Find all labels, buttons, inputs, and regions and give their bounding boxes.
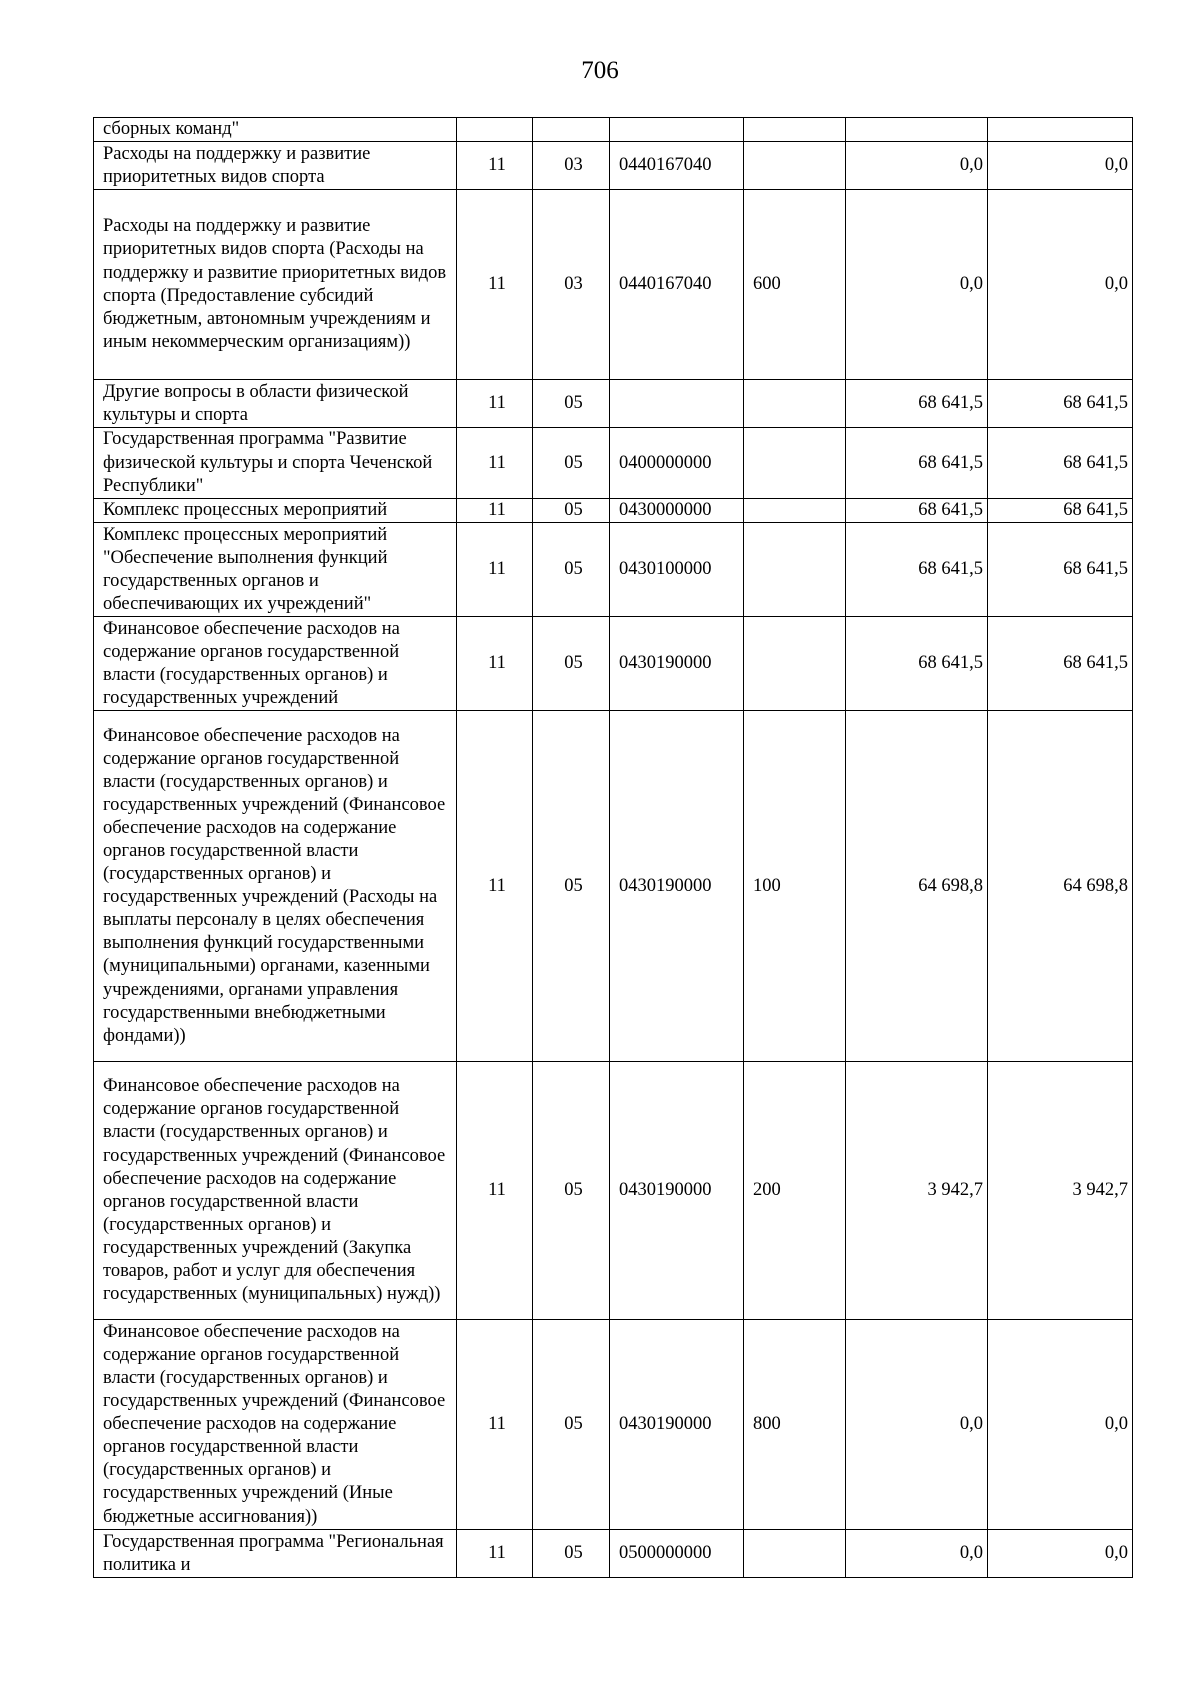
row-name: Финансовое обеспечение расходов на содержание органов государственной власти (государственных органов) и государственных учреждений (Финансовое обеспечение расходов на содержание органов государственной власти (государственных органов) и государственных учреждений (Расходы на выплаты персоналу в целях обеспечения выполнения функций государственными (муниципальными) органами, казенными учреждениями, органами управления государственными внебюджетными фондами)): [94, 711, 457, 1062]
table-row: [94, 142, 1133, 190]
row-subsection: 05: [533, 499, 610, 523]
row-sum-1: 64 698,8: [846, 711, 988, 1062]
row-sum-2: 0,0: [988, 190, 1133, 380]
row-name: сборных команд": [94, 118, 457, 142]
row-section: 11: [457, 1062, 533, 1320]
row-target-article: 0430190000: [610, 1320, 744, 1530]
table-row: [94, 380, 1133, 428]
row-subsection: 05: [533, 617, 610, 711]
row-sum-2: 68 641,5: [988, 499, 1133, 523]
row-section: 11: [457, 523, 533, 617]
row-subsection: 05: [533, 1062, 610, 1320]
row-sum-1: 68 641,5: [846, 523, 988, 617]
row-subsection: [533, 118, 610, 142]
table-row: [94, 190, 1133, 380]
row-sum-2: 68 641,5: [988, 617, 1133, 711]
row-target-article: 0500000000: [610, 1530, 744, 1578]
row-name: Другие вопросы в области физической культуры и спорта: [94, 380, 457, 428]
table-row: [94, 1530, 1133, 1578]
row-name: Финансовое обеспечение расходов на содержание органов государственной власти (государственных органов) и государственных учреждений: [94, 617, 457, 711]
row-sum-2: 64 698,8: [988, 711, 1133, 1062]
row-target-article: 0440167040: [610, 142, 744, 190]
row-target-article: [610, 380, 744, 428]
row-target-article: 0440167040: [610, 190, 744, 380]
table-row: [94, 1062, 1133, 1320]
table-row: [94, 499, 1133, 523]
row-expense-type: [744, 428, 846, 499]
row-subsection: 05: [533, 1530, 610, 1578]
row-section: [457, 118, 533, 142]
row-section: 11: [457, 142, 533, 190]
row-sum-1: [846, 118, 988, 142]
row-section: 11: [457, 428, 533, 499]
row-name: Комплекс процессных мероприятий: [94, 499, 457, 523]
row-sum-2: 68 641,5: [988, 380, 1133, 428]
row-subsection: 05: [533, 1320, 610, 1530]
table-row: [94, 617, 1133, 711]
row-sum-1: 0,0: [846, 1530, 988, 1578]
row-expense-type: [744, 118, 846, 142]
table-row: [94, 428, 1133, 499]
row-sum-2: 68 641,5: [988, 428, 1133, 499]
row-expense-type: 200: [744, 1062, 846, 1320]
row-target-article: 0430000000: [610, 499, 744, 523]
row-expense-type: 800: [744, 1320, 846, 1530]
row-sum-1: 0,0: [846, 142, 988, 190]
table-body: [94, 118, 1133, 1578]
row-name: Государственная программа "Развитие физической культуры и спорта Чеченской Республики": [94, 428, 457, 499]
row-target-article: [610, 118, 744, 142]
row-expense-type: [744, 1530, 846, 1578]
row-section: 11: [457, 1530, 533, 1578]
row-sum-1: 68 641,5: [846, 617, 988, 711]
row-name: Государственная программа "Региональная политика и: [94, 1530, 457, 1578]
row-subsection: 05: [533, 428, 610, 499]
table-row: [94, 711, 1133, 1062]
row-sum-1: 68 641,5: [846, 499, 988, 523]
row-target-article: 0430190000: [610, 1062, 744, 1320]
row-name: Финансовое обеспечение расходов на содержание органов государственной власти (государственных органов) и государственных учреждений (Финансовое обеспечение расходов на содержание органов государственной власти (государственных органов) и государственных учреждений (Иные бюджетные ассигнования)): [94, 1320, 457, 1530]
row-section: 11: [457, 1320, 533, 1530]
row-target-article: 0430190000: [610, 711, 744, 1062]
row-sum-1: 3 942,7: [846, 1062, 988, 1320]
row-name: Расходы на поддержку и развитие приоритетных видов спорта (Расходы на поддержку и развитие приоритетных видов спорта (Предоставление субсидий бюджетным, автономным учреждениям и иным некоммерческим организациям)): [94, 190, 457, 380]
row-name: Финансовое обеспечение расходов на содержание органов государственной власти (государственных органов) и государственных учреждений (Финансовое обеспечение расходов на содержание органов государственной власти (государственных органов) и государственных учреждений (Закупка товаров, работ и услуг для обеспечения государственных (муниципальных) нужд)): [94, 1062, 457, 1320]
table-row: [94, 1320, 1133, 1530]
row-expense-type: [744, 142, 846, 190]
row-subsection: 05: [533, 523, 610, 617]
row-expense-type: [744, 617, 846, 711]
row-subsection: 03: [533, 190, 610, 380]
budget-table: [93, 117, 1133, 1578]
row-expense-type: [744, 499, 846, 523]
row-sum-1: 68 641,5: [846, 380, 988, 428]
row-section: 11: [457, 190, 533, 380]
row-subsection: 03: [533, 142, 610, 190]
row-sum-1: 0,0: [846, 1320, 988, 1530]
table-row: [94, 118, 1133, 142]
row-subsection: 05: [533, 711, 610, 1062]
row-sum-1: 0,0: [846, 190, 988, 380]
row-sum-2: 68 641,5: [988, 523, 1133, 617]
row-section: 11: [457, 617, 533, 711]
row-sum-2: 0,0: [988, 1530, 1133, 1578]
row-sum-2: 0,0: [988, 142, 1133, 190]
row-sum-2: [988, 118, 1133, 142]
row-subsection: 05: [533, 380, 610, 428]
row-name: Комплекс процессных мероприятий "Обеспечение выполнения функций государственных органов и обеспечивающих их учреждений": [94, 523, 457, 617]
row-section: 11: [457, 380, 533, 428]
row-expense-type: [744, 380, 846, 428]
row-name: Расходы на поддержку и развитие приоритетных видов спорта: [94, 142, 457, 190]
row-sum-1: 68 641,5: [846, 428, 988, 499]
row-target-article: 0430100000: [610, 523, 744, 617]
row-sum-2: 3 942,7: [988, 1062, 1133, 1320]
row-section: 11: [457, 711, 533, 1062]
row-expense-type: [744, 523, 846, 617]
table-row: [94, 523, 1133, 617]
row-target-article: 0400000000: [610, 428, 744, 499]
row-target-article: 0430190000: [610, 617, 744, 711]
row-section: 11: [457, 499, 533, 523]
page-number: 706: [581, 57, 619, 84]
row-expense-type: 600: [744, 190, 846, 380]
row-expense-type: 100: [744, 711, 846, 1062]
row-sum-2: 0,0: [988, 1320, 1133, 1530]
